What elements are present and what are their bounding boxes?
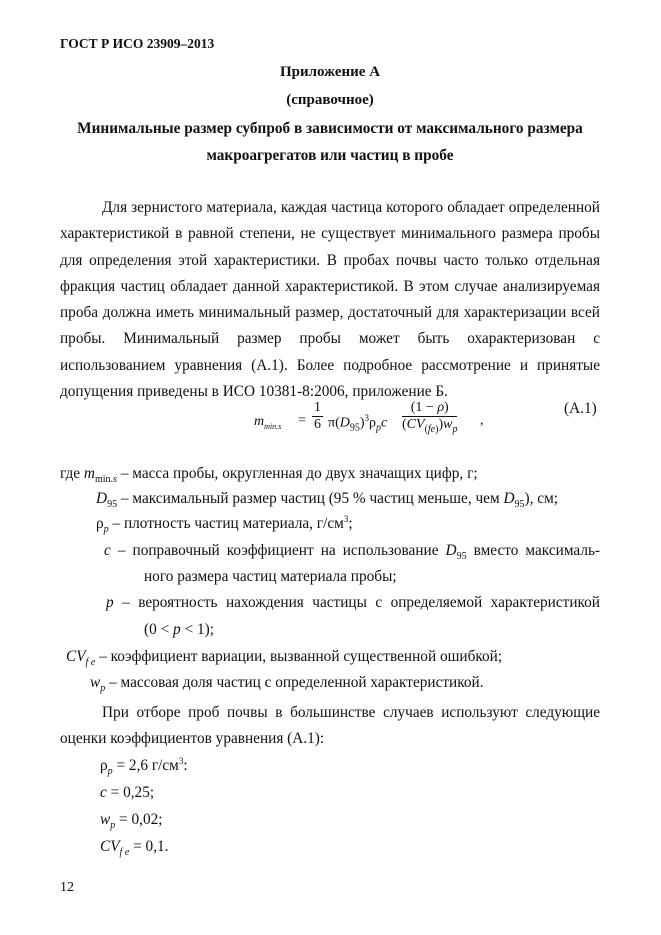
estimates-paragraph: При отборе проб почвы в большинстве случаев используют следующие оценки коэффициентов уравнения (А.1):	[60, 704, 600, 748]
page-number: 12	[60, 880, 74, 895]
appendix-type: (справочное)	[286, 92, 374, 108]
formula-equals: =	[298, 413, 306, 428]
value-wp: $w_p = 0,02$;	[100, 811, 163, 832]
value-rho: $\rho_p = 2,6$ $г/см^3$:	[100, 756, 188, 778]
def-d95: $D_{95}$ – максимальный размер частиц (95 % частиц меньше, чем $D_{95}$), см;	[96, 490, 559, 511]
formula-a1: $m_{min.s}$ = $\frac{1}{6}$ $\pi(D_{95})^3\rho_pc$ $\frac{(1 - \rho)}{(CV_{(fe)})w_p}$ ,	[254, 400, 554, 448]
appendix-heading-line1: Минимальные размер субпроб в зависимости от максимального размера	[77, 120, 583, 137]
def-cv-fe: $CV_{f e}$ – коэффициент вариации, вызванной существенной ошибкой;	[66, 648, 503, 669]
formula-fraction-1-6: $\frac{1}{6}$	[314, 400, 321, 432]
value-cv: $CV_{f e} = 0,1$.	[100, 838, 169, 859]
appendix-title: Приложение А	[279, 64, 381, 80]
def-rho-p: $\rho_p$ – плотность частиц материала, $г/см^3$;	[96, 514, 353, 536]
equation-number: (А.1)	[564, 400, 597, 417]
def-p-line2: (0 < p < 1);	[144, 621, 214, 638]
def-p-line1: p – вероятность нахождения частицы с определяемой характеристикой	[106, 594, 600, 611]
value-c: c = 0,25;	[100, 784, 155, 801]
intro-paragraph: Для зернистого материала, каждая частица которого обладает определенной характеристикой в равной степени, не существует минимального размера пробы для определения этой характеристики. В пробах почвы часто только отдельная фракция частиц обладает данной характеристикой. В этом случае анализируемая проба должна иметь минимальный размер, достаточный для характеризации всей пробы. Минимальный размер пробы может быть охарактеризован с использованием уравнения (А.1). Более подробное рассмотрение и принятые допущения приведены в ИСО 10381-8:2006, приложение Б.	[60, 199, 600, 401]
standard-header: ГОСТ Р ИСО 23909–2013	[60, 36, 215, 51]
def-c-line1: c – поправочный коэффициент на использование $D_{95}$ вместо максималь-	[104, 542, 601, 563]
formula-lhs: $m_{min.s}$	[254, 414, 282, 431]
def-wp: $w_p$ – массовая доля частиц с определенной характеристикой.	[90, 674, 484, 695]
formula-middle: $\pi(D_{95})^3\rho_pc$	[328, 413, 388, 434]
appendix-heading-line2: макроагрегатов или частиц в пробе	[206, 147, 454, 164]
def-c-line2: ного размера частиц материала пробы;	[144, 568, 397, 585]
def-m-min: где $m_{min.s}$ – масса пробы, округленная до двух значащих цифр, г;	[60, 465, 478, 486]
formula-fraction-p: $\frac{(1 - \rho)}{(CV_{(fe)})w_p}$	[402, 400, 458, 435]
